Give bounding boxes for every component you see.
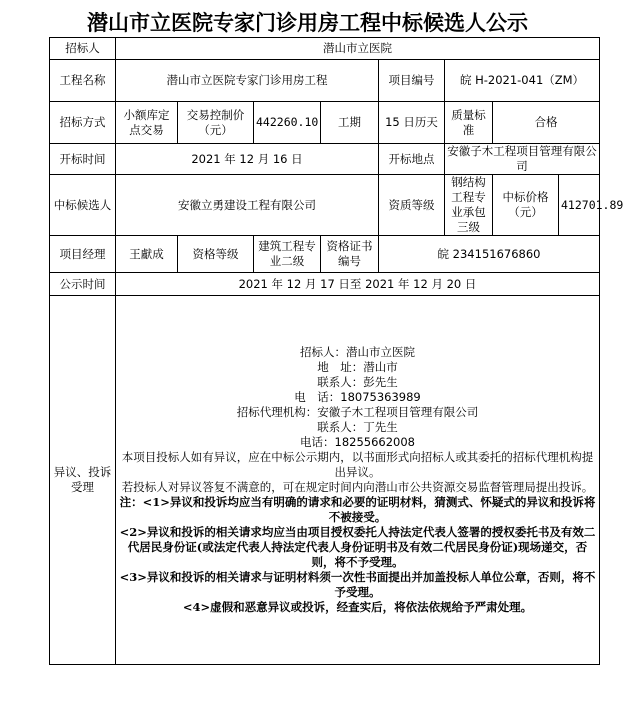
bid-price-label: 中标价格（元） [493,175,559,236]
manager-value: 王獻成 [116,236,178,273]
objection-line: 本项目投标人如有异议，应在中标公示期内，以书面形式向招标人或其委托的招标代理机构提出异议。 [121,450,594,479]
candidate-label: 中标候选人 [50,175,116,236]
objection-note: <4>虚假和恶意异议或投诉，经查实后，将依法依规给予严肃处理。 [182,600,533,614]
objection-line: 电话：18255662008 [300,435,415,449]
quality-value: 合格 [493,102,600,144]
objection-label: 异议、投诉受理 [50,296,116,665]
objection-content [116,296,600,665]
open-place-label: 开标地点 [379,144,445,175]
bid-price-value: 412701.89 [559,175,600,236]
candidate-value: 安徽立勇建设工程有限公司 [116,175,379,236]
grade-label: 资格等级 [178,236,254,273]
price-cap-label: 交易控制价（元） [178,102,254,144]
objection-line: 联系人：丁先生 [317,420,398,434]
tenderer-value: 潜山市立医院 [116,38,600,60]
method-label: 招标方式 [50,102,116,144]
grade-value: 建筑工程专业二级 [254,236,321,273]
open-place-value: 安徽子木工程项目管理有限公司 [445,144,600,175]
open-time-label: 开标时间 [50,144,116,175]
row-method [50,102,600,144]
quality-label: 质量标准 [445,102,493,144]
cert-label: 资格证书编号 [321,236,379,273]
objection-line: 招标人：潜山市立医院 [300,345,415,359]
manager-label: 项目经理 [50,236,116,273]
period-value: 15 日历天 [379,102,445,144]
objection-line: 联系人：彭先生 [317,375,398,389]
objection-line: 招标代理机构：安徽子木工程项目管理有限公司 [236,405,479,419]
method-value: 小额库定点交易 [116,102,178,144]
period-label: 工期 [321,102,379,144]
project-no-value: 皖 H-2021-041（ZM） [445,60,600,102]
row-project [50,60,600,102]
row-opening [50,144,600,175]
row-manager [50,236,600,273]
publicity-value: 2021 年 12 月 17 日至 2021 年 12 月 20 日 [116,273,600,296]
objection-notes [118,495,597,615]
objection-note: <2>异议和投诉的相关请求均应当由项目授权委托人持法定代表人签署的授权委托书及有效二代居民身份证(或法定代表人持法定代表人身份证明书及有效二代居民身份证)现场递交，否则，将不予受理。 [119,525,596,569]
open-time-value: 2021 年 12 月 16 日 [116,144,379,175]
project-no-label: 项目编号 [379,60,445,102]
notice-table [49,37,623,665]
row-publicity [50,273,600,296]
qualification-label: 资质等级 [379,175,445,236]
project-name-label: 工程名称 [50,60,116,102]
objection-note: 注：<1>异议和投诉均应当有明确的请求和必要的证明材料，猜测式、怀疑式的异议和投诉将不被接受。 [119,495,596,524]
row-tenderer [50,38,600,60]
objection-note: <3>异议和投诉的相关请求与证明材料须一次性书面提出并加盖投标人单位公章，否则，将不予受理。 [119,570,596,599]
row-objection [50,296,600,665]
price-cap-value: 442260.10 [254,102,321,144]
objection-lines [118,345,597,495]
objection-line: 地 址：潜山市 [317,360,398,374]
objection-line: 若投标人对异议答复不满意的，可在规定时间内向潜山市公共资源交易监督管理局提出投诉。 [121,480,594,494]
tenderer-label: 招标人 [50,38,116,60]
objection-line: 电 话：18075363989 [294,390,421,404]
page-title: 潜山市立医院专家门诊用房工程中标候选人公示 [87,11,528,35]
row-candidate [50,175,600,236]
qualification-value: 钢结构工程专业承包三级 [445,175,493,236]
cert-value: 皖 234151676860 [379,236,600,273]
project-name-value: 潜山市立医院专家门诊用房工程 [116,60,379,102]
publicity-label: 公示时间 [50,273,116,296]
